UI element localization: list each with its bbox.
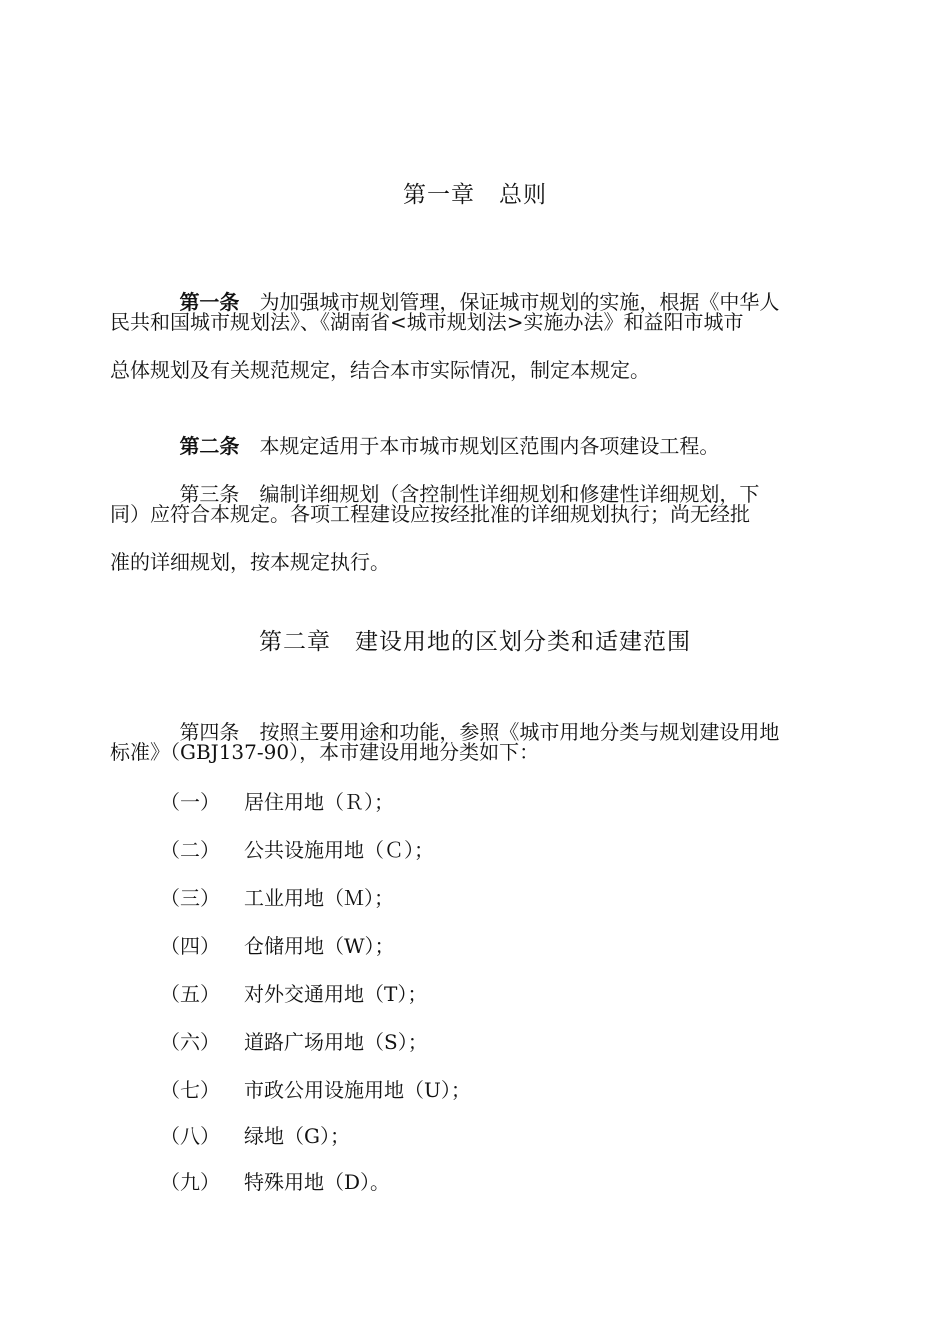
list-item-text: 对外交通用地（T）； — [244, 982, 428, 1006]
article-1-label: 第一条 — [179, 290, 240, 314]
article-1-line-2: 民共和国城市规划法》、《湖南省<城市规划法>实施办法》和益阳市城市 — [110, 310, 744, 334]
list-item-number: （四） — [160, 934, 220, 958]
article-3-label: 第三条 — [179, 482, 240, 506]
list-item-number: （八） — [160, 1124, 220, 1148]
list-item-text: 道路广场用地（S）； — [244, 1030, 428, 1054]
article-1-line-1: 为加强城市规划管理，保证城市规划的实施，根据《中华人 — [259, 290, 780, 314]
list-item-number: （二） — [160, 838, 220, 862]
article-2-text: 本规定适用于本市城市规划区范围内各项建设工程。 — [259, 434, 720, 458]
list-item-number: （九） — [160, 1170, 220, 1194]
article-1-line-3: 总体规划及有关规范规定，结合本市实际情况，制定本规定。 — [110, 358, 650, 382]
list-item-text: 绿地（G）； — [244, 1124, 350, 1148]
list-item-number: （一） — [160, 790, 220, 814]
article-4-line-2: 标准》（GBJ137-90），本市建设用地分类如下： — [110, 740, 540, 764]
article-3-line-3: 准的详细规划，按本规定执行。 — [110, 550, 390, 574]
list-item-number: （七） — [160, 1078, 220, 1102]
article-3-line-1: 编制详细规划（含控制性详细规划和修建性详细规划，下 — [259, 482, 760, 506]
article-3-line-2: 同）应符合本规定。各项工程建设应按经批准的详细规划执行；尚无经批 — [110, 502, 750, 526]
list-item-number: （三） — [160, 886, 220, 910]
list-item-number: （五） — [160, 982, 220, 1006]
list-item-text: 市政公用设施用地（U）； — [244, 1078, 471, 1102]
list-item-text: 工业用地（Ｍ）； — [244, 886, 394, 910]
list-item-number: （六） — [160, 1030, 220, 1054]
article-2-label: 第二条 — [179, 434, 240, 458]
chapter-1-title: 第一章 总则 — [403, 182, 547, 208]
list-item-text: 仓储用地（W）； — [244, 934, 395, 958]
article-4-label: 第四条 — [179, 720, 240, 744]
list-item-text: 居住用地（Ｒ）； — [244, 790, 394, 814]
article-4-line-1: 按照主要用途和功能，参照《城市用地分类与规划建设用地 — [259, 720, 780, 744]
list-item-text: 特殊用地（D）。 — [244, 1170, 391, 1194]
list-item-text: 公共设施用地（Ｃ）； — [244, 838, 434, 862]
chapter-2-title: 第二章 建设用地的区划分类和适建范围 — [259, 629, 691, 655]
